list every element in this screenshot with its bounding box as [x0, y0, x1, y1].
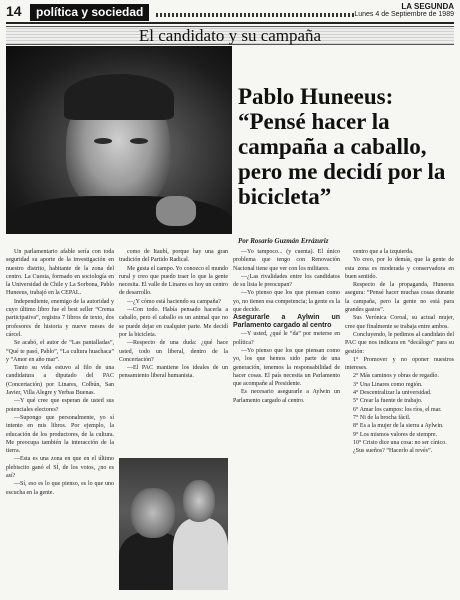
publication-date: Lunes 4 de Septiembre de 1989: [354, 11, 454, 18]
decalogue-item: 7° Ni de la brocha fácil.: [353, 414, 411, 421]
photo-woman-body: [173, 518, 228, 590]
subheading: Asegurarle a Aylwin un Parlamento cargado al centro: [233, 314, 340, 330]
article-column-4: [345, 248, 454, 590]
paragraph: ¿Sus sueños? “Hacerlo al revés”.: [353, 448, 433, 455]
paragraph: Independiente, enemigo de la autoridad y cuyo último libro fue el best seller “Crema participativa”, registra 7 libros de texto, dos profesores de historia y nueve meses de cárcel.: [6, 298, 114, 338]
photo-woman-face: [183, 480, 215, 522]
paragraph: —¿Las rivalidades entre los candidatos de su lista le preocupan?: [233, 273, 340, 289]
article-column-3: [233, 248, 340, 590]
byline: Por Rosario Guzmán Errázuriz: [238, 237, 329, 245]
portrait-hair: [64, 74, 174, 120]
decalogue-item: 3° Una Linares como región.: [353, 381, 423, 388]
section-tag: política y sociedad: [30, 4, 149, 21]
paragraph: —Sí, eso es lo que pienso, es lo que uno escucha en la gente.: [6, 481, 114, 496]
paragraph: —El PAC mantiene los ideales de un pensamiento liberal humanista.: [119, 365, 228, 380]
publication-name: LA SEGUNDA: [401, 2, 454, 11]
portrait-hand: [156, 196, 196, 226]
paragraph: Concluyendo, le pedimos al candidato del PAC que nos indicara en “decálogo” para su gestión:: [345, 331, 454, 355]
photo-man-face: [131, 488, 175, 538]
paragraph: Tanto su vida estuvo al filo de una candidatura a diputado del PAC (Concertación) por Linares, Colbún, San Javier, Villa Alegre y Yerbas Buenas.: [6, 365, 114, 397]
section-banner: [6, 26, 454, 45]
paragraph: —Respecto de una duda: ¿qué hace usted, todo un liberal, dentro de la Concertación?: [119, 340, 228, 363]
article-column-1: [6, 248, 114, 590]
portrait-shoulders: [6, 196, 232, 234]
page-number: 14: [6, 3, 22, 19]
decalogue-item: 4° Descentralizar la universidad.: [353, 390, 432, 397]
paragraph: —¿Y cómo está haciendo su campaña?: [127, 298, 221, 305]
paragraph: —Y usted, ¿qué le “da” por meterse en política?: [233, 331, 340, 346]
paragraph: centro que a la izquierda.: [353, 249, 414, 255]
paragraph: Me gusta el campo. Yo conozco el mundo rural y creo que puedo traer lo que la gente necesita. El valle de Linares es hoy un centro de desarrollo.: [119, 265, 228, 297]
paragraph: Un parlamentario afable sería con toda seguridad su aporte de la investigación en nuestro distrito, habitante de la zona del centro. La Cuesta, formado en sociología en la Universidad de Chile y La Sorbona, Pablo Huneeus, trabajó en la CEPAL.: [6, 249, 114, 297]
paragraph: Es necesario asegurarle a Aylwin un Parlamento cargado al centro.: [233, 389, 340, 404]
paragraph: Sus Verónica Coroal, su actual mujer, cree que finalmente se trabaja entre ambos.: [345, 315, 454, 330]
banner-title: El candidato y su campaña: [138, 26, 322, 45]
decalogue-item: 1° Promover y no oponer nuestros intereses.: [345, 356, 454, 372]
portrait-eye-left: [94, 138, 112, 144]
paragraph: —Yo tampoco... (y cuenta). El único problema que tengo con Renovación Nacional tiene que ver con los militares.: [233, 249, 340, 272]
paragraph: Respecto de la propaganda, Huneeus asegura: “Pensé hacer muchas cosas durante la campaña, pero la gente no está para grandes gastos”.: [345, 282, 454, 314]
portrait-eye-right: [130, 138, 148, 144]
decalogue-item: 10° Cristo dice una cosa: no ser cínico.: [353, 439, 447, 446]
decalogue-item: 6° Amar los campos: los ríos, el mar.: [353, 406, 442, 413]
paragraph: Yo creo, por lo demás, que la gente de esta zona es moderada y conservadora en buen sentido.: [345, 257, 454, 280]
paragraph: —Con todo. Había pensado hacerla a caballo, pero el caballo es un animal que no se puede dejar en cualquier parte. Me decidí por la bicicleta.: [119, 307, 228, 338]
page-header: [6, 4, 454, 24]
section-rule: [156, 13, 354, 17]
paragraph: como de Itaubí, porque hay una gran tradición del Partido Radical.: [119, 249, 228, 264]
decalogue-item: 2° Más caminos y obras de regadío.: [353, 373, 439, 380]
paragraph: —Y qué cree que esperan de usted sus potenciales electores?: [6, 398, 114, 413]
decalogue-item: 9° Los mismos valores de siempre.: [353, 431, 438, 438]
portrait-photo: [6, 46, 232, 234]
candidate-couple-photo: [119, 458, 228, 590]
publication-info: [354, 3, 454, 19]
headline: Pablo Huneeus: “Pensé hacer la campaña a caballo, pero me decidí por la bicicleta”: [238, 84, 446, 209]
paragraph: —Yo pienso que los que piensan como yo, no tienen esa competencia; la gente es la que decide.: [233, 290, 340, 314]
photo-credit: [2, 47, 10, 233]
article-column-2: [119, 248, 228, 453]
paragraph: —Supongo que personalmente, yo sí intento en mis libros. Por ejemplo, la educación de los productores, de la cultura. Me preocupa también la interacción de la tierra.: [6, 414, 114, 455]
paragraph: —Esta es una zona en que en el último plebiscito ganó el SÍ, de los votos, ¿no es así?: [6, 456, 114, 480]
paragraph: —Yo pienso que los que piensan como yo, los que hemos sido parte de una generación, tenemos la responsabilidad de hacer cosas. El país necesita un Parlamento que acompañe al Presidente.: [233, 347, 340, 388]
decalogue-item: 8° Es a la mujer de la sierra a Aylwin.: [353, 423, 444, 430]
paragraph: Se acabó, el autor de “Las pantalladas”, “Qué te pasó, Pablo”, “La cultura huachaca” y “Amor en año mar”.: [6, 340, 114, 363]
decalogue-item: 5° Crear la fuente de trabajo.: [353, 398, 423, 405]
